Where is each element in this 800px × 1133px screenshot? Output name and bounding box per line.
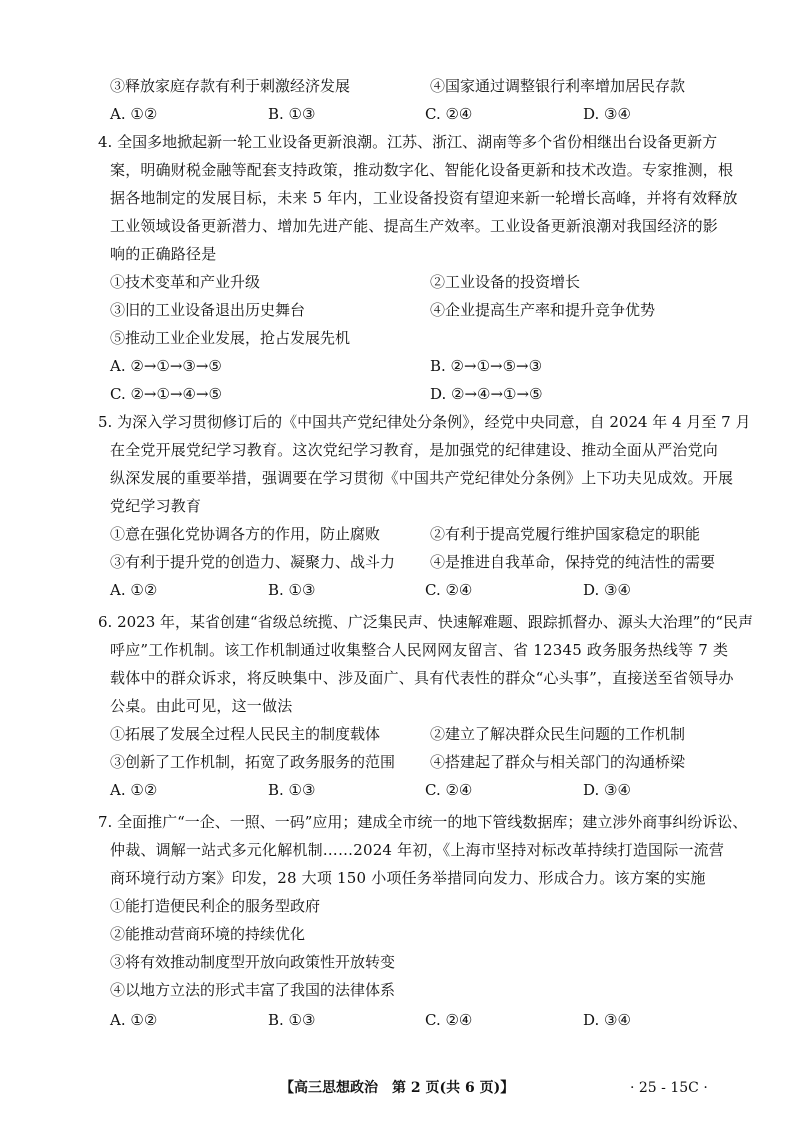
q5-choice-c: C. ②④ (425, 581, 473, 599)
q5-option-1: ①意在强化党协调各方的作用，防止腐败 (110, 525, 381, 543)
q6-option-2: ②建立了解决群众民生问题的工作机制 (430, 725, 686, 743)
page-footer-title: 【高三思想政治 第 2 页(共 6 页)】 (280, 1080, 515, 1096)
q6-stem-line: 载体中的群众诉求，将反映集中、涉及面广、具有代表性的群众“心头事”，直接送至省领导办 (110, 669, 734, 687)
q6-stem-line: 6. 2023 年，某省创建“省级总统揽、广泛集民声、快速解难题、跟踪抓督办、源头大治理”的“民声 (98, 613, 754, 631)
q4-choice-d: D. ②→④→①→⑤ (430, 385, 543, 403)
q7-stem-line: 仲裁、调解一站式多元化解机制……2024 年初，《上海市坚持对标改革持续打造国际一流营 (110, 841, 725, 859)
q3-option-3: ③释放家庭存款有利于刺激经济发展 (110, 77, 351, 95)
q4-stem-line: 案，明确财税金融等配套支持政策，推动数字化、智能化设备更新和技术改造。专家推测，根 (110, 161, 734, 179)
q6-option-1: ①拓展了发展全过程人民民主的制度载体 (110, 725, 381, 743)
q3-choice-b: B. ①③ (268, 105, 316, 123)
q6-choice-b: B. ①③ (268, 781, 316, 799)
q7-choice-a: A. ①② (110, 1011, 158, 1029)
q4-stem-line: 4. 全国多地掀起新一轮工业设备更新浪潮。江苏、浙江、湖南等多个省份相继出台设备更新方 (98, 133, 718, 151)
q6-choice-c: C. ②④ (425, 781, 473, 799)
q5-stem-line: 5. 为深入学习贯彻修订后的《中国共产党纪律处分条例》，经党中央同意，自 2024 年 4 月至 7 月 (98, 413, 751, 431)
q5-option-2: ②有利于提高党履行维护国家稳定的职能 (430, 525, 701, 543)
q4-option-3: ③旧的工业设备退出历史舞台 (110, 301, 306, 319)
q5-option-4: ④是推进自我革命，保持党的纯洁性的需要 (430, 553, 716, 571)
q5-option-3: ③有利于提升党的创造力、凝聚力、战斗力 (110, 553, 396, 571)
q5-choice-d: D. ③④ (583, 581, 631, 599)
q4-stem-line: 工业领域设备更新潜力、增加先进产能、提高生产效率。工业设备更新浪潮对我国经济的影 (110, 217, 719, 235)
q4-option-1: ①技术变革和产业升级 (110, 273, 261, 291)
q7-stem-line: 商环境行动方案》印发，28 大项 150 小项任务举措同向发力、形成合力。该方案的实施 (110, 869, 706, 887)
q7-stem-line: 7. 全面推广“一企、一照、一码”应用；建成全市统一的地下管线数据库；建立涉外商事纠纷诉讼、 (98, 813, 748, 831)
q6-stem-line: 呼应”工作机制。该工作机制通过收集整合人民网网友留言、省 12345 政务服务热线等 7 类 (110, 641, 729, 659)
q4-stem-line: 响的正确路径是 (110, 245, 217, 263)
q3-option-4: ④国家通过调整银行利率增加居民存款 (430, 77, 686, 95)
q7-option-4: ④以地方立法的形式丰富了我国的法律体系 (110, 981, 396, 999)
q3-choice-d: D. ③④ (583, 105, 631, 123)
q6-option-4: ④搭建起了群众与相关部门的沟通桥梁 (430, 753, 686, 771)
q6-choice-d: D. ③④ (583, 781, 631, 799)
q6-option-3: ③创新了工作机制，拓宽了政务服务的范围 (110, 753, 396, 771)
q4-option-5: ⑤推动工业企业发展，抢占发展先机 (110, 329, 351, 347)
q4-choice-a: A. ②→①→③→⑤ (110, 357, 222, 375)
q7-choice-b: B. ①③ (268, 1011, 316, 1029)
q7-choice-d: D. ③④ (583, 1011, 631, 1029)
q5-choice-a: A. ①② (110, 581, 158, 599)
q4-choice-b: B. ②→①→⑤→③ (430, 357, 543, 375)
q4-option-4: ④企业提高生产率和提升竞争优势 (430, 301, 656, 319)
page-footer-code: · 25 - 15C · (630, 1080, 708, 1096)
q3-choice-c: C. ②④ (425, 105, 473, 123)
q4-option-2: ②工业设备的投资增长 (430, 273, 581, 291)
q7-option-3: ③将有效推动制度型开放向政策性开放转变 (110, 953, 396, 971)
q5-choice-b: B. ①③ (268, 581, 316, 599)
q5-stem-line: 党纪学习教育 (110, 497, 202, 515)
q6-stem-line: 公桌。由此可见，这一做法 (110, 697, 293, 715)
q3-choice-a: A. ①② (110, 105, 158, 123)
q5-stem-line: 纵深发展的重要举措，强调要在学习贯彻《中国共产党纪律处分条例》上下功夫见成效。开展 (110, 469, 734, 487)
q5-stem-line: 在全党开展党纪学习教育。这次党纪学习教育，是加强党的纪律建设、推动全面从严治党向 (110, 441, 719, 459)
q4-stem-line: 据各地制定的发展目标，未来 5 年内，工业设备投资有望迎来新一轮增长高峰，并将有效释放 (110, 189, 738, 207)
q7-option-1: ①能打造便民利企的服务型政府 (110, 897, 321, 915)
q7-option-2: ②能推动营商环境的持续优化 (110, 925, 306, 943)
q4-choice-c: C. ②→①→④→⑤ (110, 385, 222, 403)
q6-choice-a: A. ①② (110, 781, 158, 799)
q7-choice-c: C. ②④ (425, 1011, 473, 1029)
